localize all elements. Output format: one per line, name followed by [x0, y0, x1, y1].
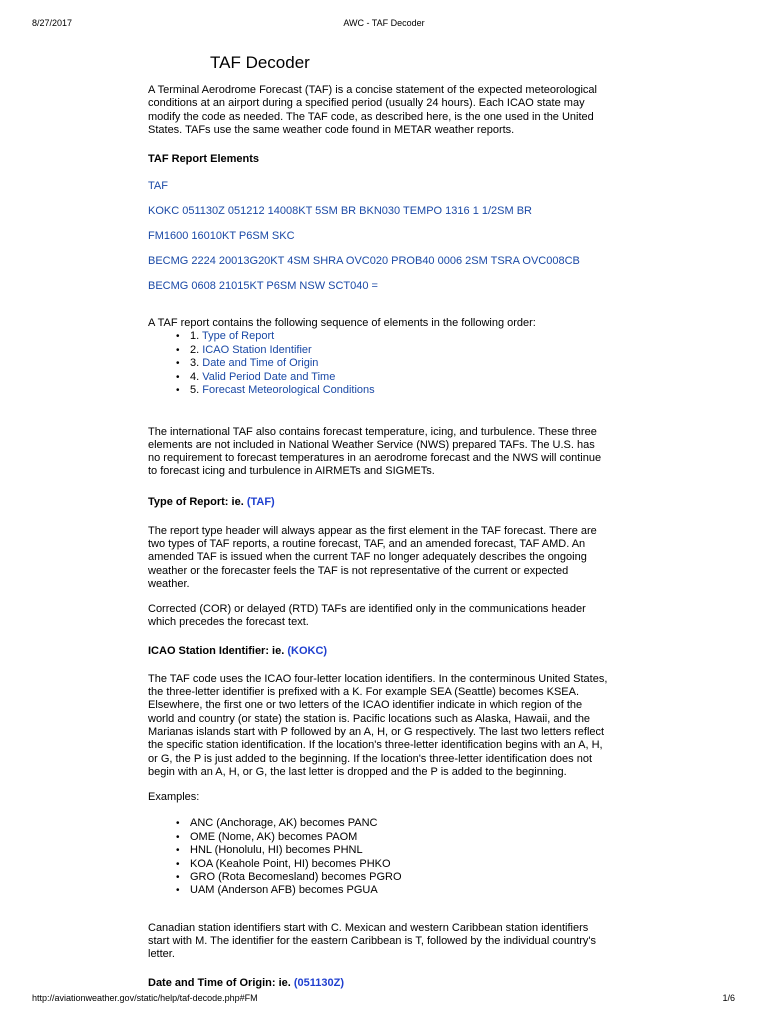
- list-item: • 1. Type of Report: [190, 330, 608, 343]
- print-date: 8/27/2017: [32, 18, 73, 28]
- intro-paragraph: A Terminal Aerodrome Forecast (TAF) is a concise statement of the expected meteorological conditions at an airport during a specified period (usually 24 hours). Each ICAO state may modify the code as needed. The TAF code, as described here, is the one used in the United States. TAFs use the same weather code found in METAR weather reports.: [148, 84, 597, 136]
- list-item: • UAM (Anderson AFB) becomes PGUA: [190, 884, 608, 897]
- corrected-delayed-paragraph: Corrected (COR) or delayed (RTD) TAFs are identified only in the communications header which precedes the forecast text.: [148, 603, 586, 629]
- list-item: • GRO (Rota Becomesland) becomes PGRO: [190, 871, 608, 884]
- example-taf-line[interactable]: FM1600 16010KT P6SM SKC: [148, 230, 295, 243]
- date-time-heading: Date and Time of Origin: ie. (051130Z): [148, 976, 345, 989]
- link-type-of-report[interactable]: Type of Report: [202, 330, 275, 343]
- example-taf-line[interactable]: BECMG 0608 21015KT P6SM NSW SCT040 =: [148, 280, 378, 293]
- report-elements-heading: TAF Report Elements: [148, 153, 260, 166]
- date-code-link[interactable]: (051130Z): [293, 976, 345, 989]
- list-item: • 4. Valid Period Date and Time: [190, 371, 608, 384]
- list-item: • OME (Nome, AK) becomes PAOM: [190, 831, 608, 844]
- list-item: • 2. ICAO Station Identifier: [190, 344, 608, 357]
- link-icao-station-identifier[interactable]: ICAO Station Identifier: [202, 343, 312, 356]
- list-item: • 3. Date and Time of Origin: [190, 357, 608, 370]
- icao-paragraph: The TAF code uses the ICAO four-letter location identifiers. In the conterminous United States, the three-letter identifier is prefixed with a K. For example SEA (Seattle) becomes KSEA. Elsewhere, the first one or two letters of the ICAO identifier indicate in which region of the world and country (or state) the station is. Pacific locations such as Alaska, Hawaii, and the Marianas islands start with P followed by an A, H, or G respectively. The last two letters reflect the specific station identification. If the location's three-letter identification begins with an A, H, or G, the P is just added to the beginning. If the location's three-letter identification does not begin with an A, H, or G, the last letter is dropped and the P is added to the beginning.: [148, 672, 608, 778]
- print-footer: [0, 993, 768, 1007]
- link-forecast-conditions[interactable]: Forecast Meteorological Conditions: [202, 384, 375, 397]
- list-item: • 5. Forecast Meteorological Conditions: [190, 384, 608, 397]
- list-item: • ANC (Anchorage, AK) becomes PANC: [190, 817, 608, 830]
- canadian-paragraph: Canadian station identifiers start with C. Mexican and western Caribbean station identifiers start with M. The identifier for the eastern Caribbean is T, followed by the individual country's letter.: [148, 921, 597, 961]
- example-taf-line[interactable]: BECMG 2224 20013G20KT 4SM SHRA OVC020 PROB40 0006 2SM TSRA OVC008CB: [148, 255, 580, 268]
- page-number: 1/6: [722, 993, 735, 1003]
- icao-heading: ICAO Station Identifier: ie. (KOKC): [148, 644, 328, 657]
- international-paragraph: The international TAF also contains forecast temperature, icing, and turbulence. These three elements are not included in National Weather Service (NWS) prepared TAFs. The U.S. has no requirement to forecast temperatures in an aerodrome forecast and the NWS will continue to forecast icing and turbulence in AIRMETs and SIGMETs.: [148, 425, 602, 478]
- example-taf-line[interactable]: KOKC 051130Z 051212 14008KT 5SM BR BKN030 TEMPO 1316 1 1/2SM BR: [148, 205, 532, 218]
- elements-list: [148, 330, 608, 397]
- list-item: • HNL (Honolulu, HI) becomes PHNL: [190, 844, 608, 857]
- example-taf: [148, 180, 608, 293]
- print-title: AWC - TAF Decoder: [343, 18, 425, 28]
- page-content: [148, 46, 608, 990]
- sequence-intro: A TAF report contains the following sequence of elements in the following order:: [148, 317, 536, 330]
- examples-label: Examples:: [148, 791, 200, 804]
- link-valid-period[interactable]: Valid Period Date and Time: [202, 370, 336, 383]
- print-header: [0, 18, 768, 32]
- type-of-report-heading: Type of Report: ie. (TAF): [148, 495, 275, 508]
- page-title: TAF Decoder: [210, 53, 310, 72]
- taf-code-link[interactable]: (TAF): [246, 495, 275, 508]
- list-item: • KOA (Keahole Point, HI) becomes PHKO: [190, 858, 608, 871]
- examples-list: [148, 817, 608, 897]
- link-date-time-origin[interactable]: Date and Time of Origin: [202, 357, 319, 370]
- kokc-code-link[interactable]: (KOKC): [287, 644, 328, 657]
- page-url[interactable]: http://aviationweather.gov/static/help/taf-decode.php#FM: [32, 993, 258, 1003]
- example-taf-line[interactable]: TAF: [148, 180, 168, 193]
- type-of-report-paragraph: The report type header will always appear as the first element in the TAF forecast. There are two types of TAF reports, a routine forecast, TAF, and an amended forecast, TAF AMD. An amended TAF is issued when the current TAF no longer adequately describes the ongoing weather or the forecaster feels the TAF is not representative of the current or expected weather.: [148, 524, 597, 590]
